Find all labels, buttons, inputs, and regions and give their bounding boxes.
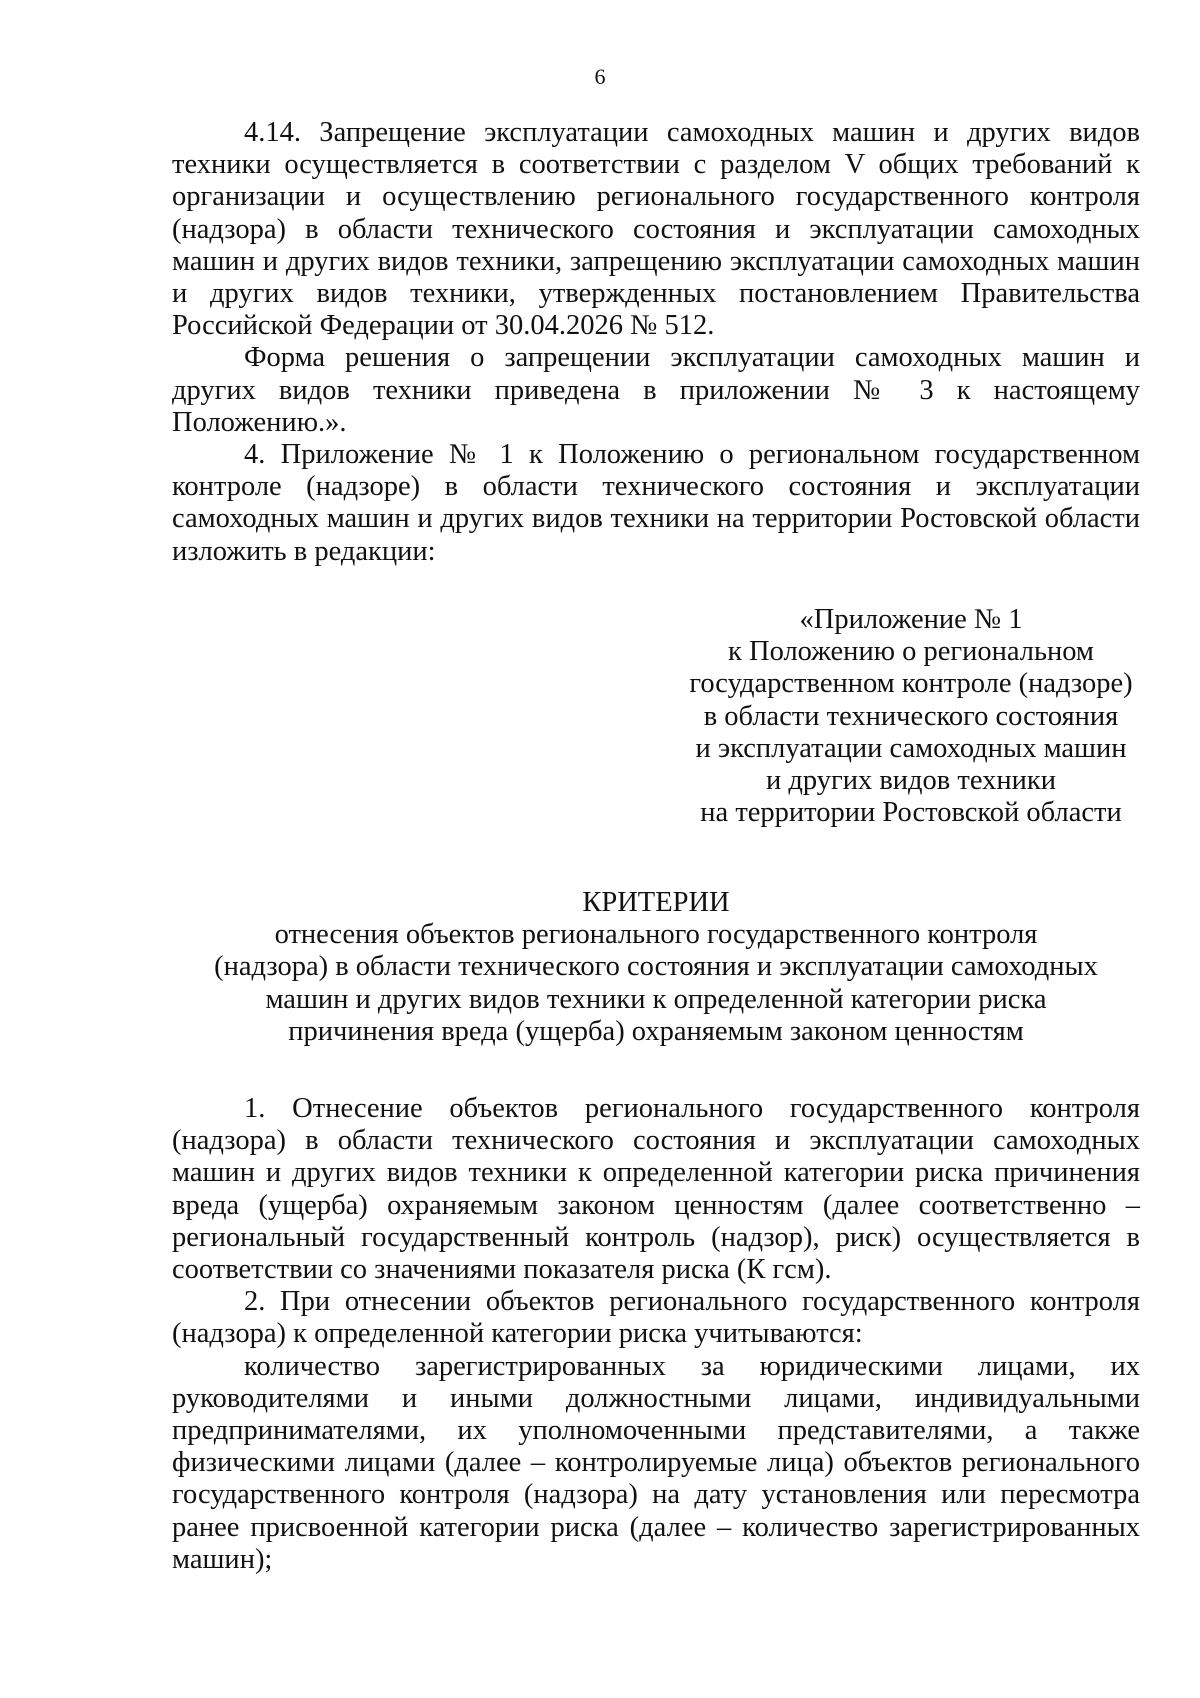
criteria-title — [172, 887, 1140, 1048]
criteria-subtitle-line: машин и других видов техники к определенной категории риска — [265, 983, 1047, 1015]
paragraph-count: количество зарегистрированных за юридическими лицами, их руководителями и иными должностными лицами, индивидуальными предпринимателями, их уполномоченными представителями, а также физическими лицами (далее – контролируемые лица) объектов регионального государственного контроля (надзора) на дату установления или пересмотра ранее присвоенной категории риска (далее – количество зарегистрированных машин); — [172, 1350, 1140, 1575]
criteria-subtitle-line: причинения вреда (ущерба) охраняемым законом ценностям — [288, 1015, 1024, 1047]
body-bottom — [172, 1093, 1140, 1576]
annex-line: государственном контроле (надзоре) — [689, 668, 1133, 700]
annex-line: на территории Ростовской области — [700, 797, 1122, 829]
criteria-subtitle-line: (надзора) в области технического состояния и эксплуатации самоходных — [214, 951, 1098, 983]
annex-header — [676, 604, 1146, 829]
body-top — [172, 117, 1140, 568]
annex-line: к Положению о региональном — [728, 636, 1094, 668]
annex-line: «Приложение № 1 — [799, 604, 1023, 635]
annex-line: в области технического состояния — [703, 700, 1119, 732]
paragraph-2: 2. При отнесении объектов регионального государственного контроля (надзора) к определенной категории риска учитываются: — [172, 1286, 1140, 1350]
criteria-heading: КРИТЕРИИ — [582, 887, 730, 918]
criteria-subtitle-line: отнесения объектов регионального государственного контроля — [274, 919, 1038, 951]
annex-line: и эксплуатации самоходных машин — [695, 732, 1127, 764]
paragraph-1: 1. Отнесение объектов регионального государственного контроля (надзора) в области технического состояния и эксплуатации самоходных машин и других видов техники к определенной категории риска причинения вреда (ущерба) охраняемым законом ценностям (далее соответственно – региональный государственный контроль (надзор), риск) осуществляется в соответствии со значениями показателя риска (К гсм). — [172, 1093, 1140, 1286]
paragraph-4: 4. Приложение № 1 к Положению о региональном государственном контроле (надзоре) в области технического состояния и эксплуатации самоходных машин и других видов техники на территории Ростовской области изложить в редакции: — [172, 439, 1140, 567]
paragraph-form: Форма решения о запрещении эксплуатации самоходных машин и других видов техники приведена в приложении № 3 к настоящему Положению.». — [172, 342, 1140, 438]
paragraph-4-14: 4.14. Запрещение эксплуатации самоходных машин и других видов техники осуществляется в соответствии с разделом V общих требований к организации и осуществлению регионального государственного контроля (надзора) в области технического состояния и эксплуатации самоходных машин и других видов техники, запрещению эксплуатации самоходных машин и других видов техники, утвержденных постановлением Правительства Российской Федерации от 30.04.2026 № 512. — [172, 117, 1140, 342]
annex-line: и других видов техники — [766, 765, 1056, 797]
page-number: 6 — [594, 64, 606, 89]
